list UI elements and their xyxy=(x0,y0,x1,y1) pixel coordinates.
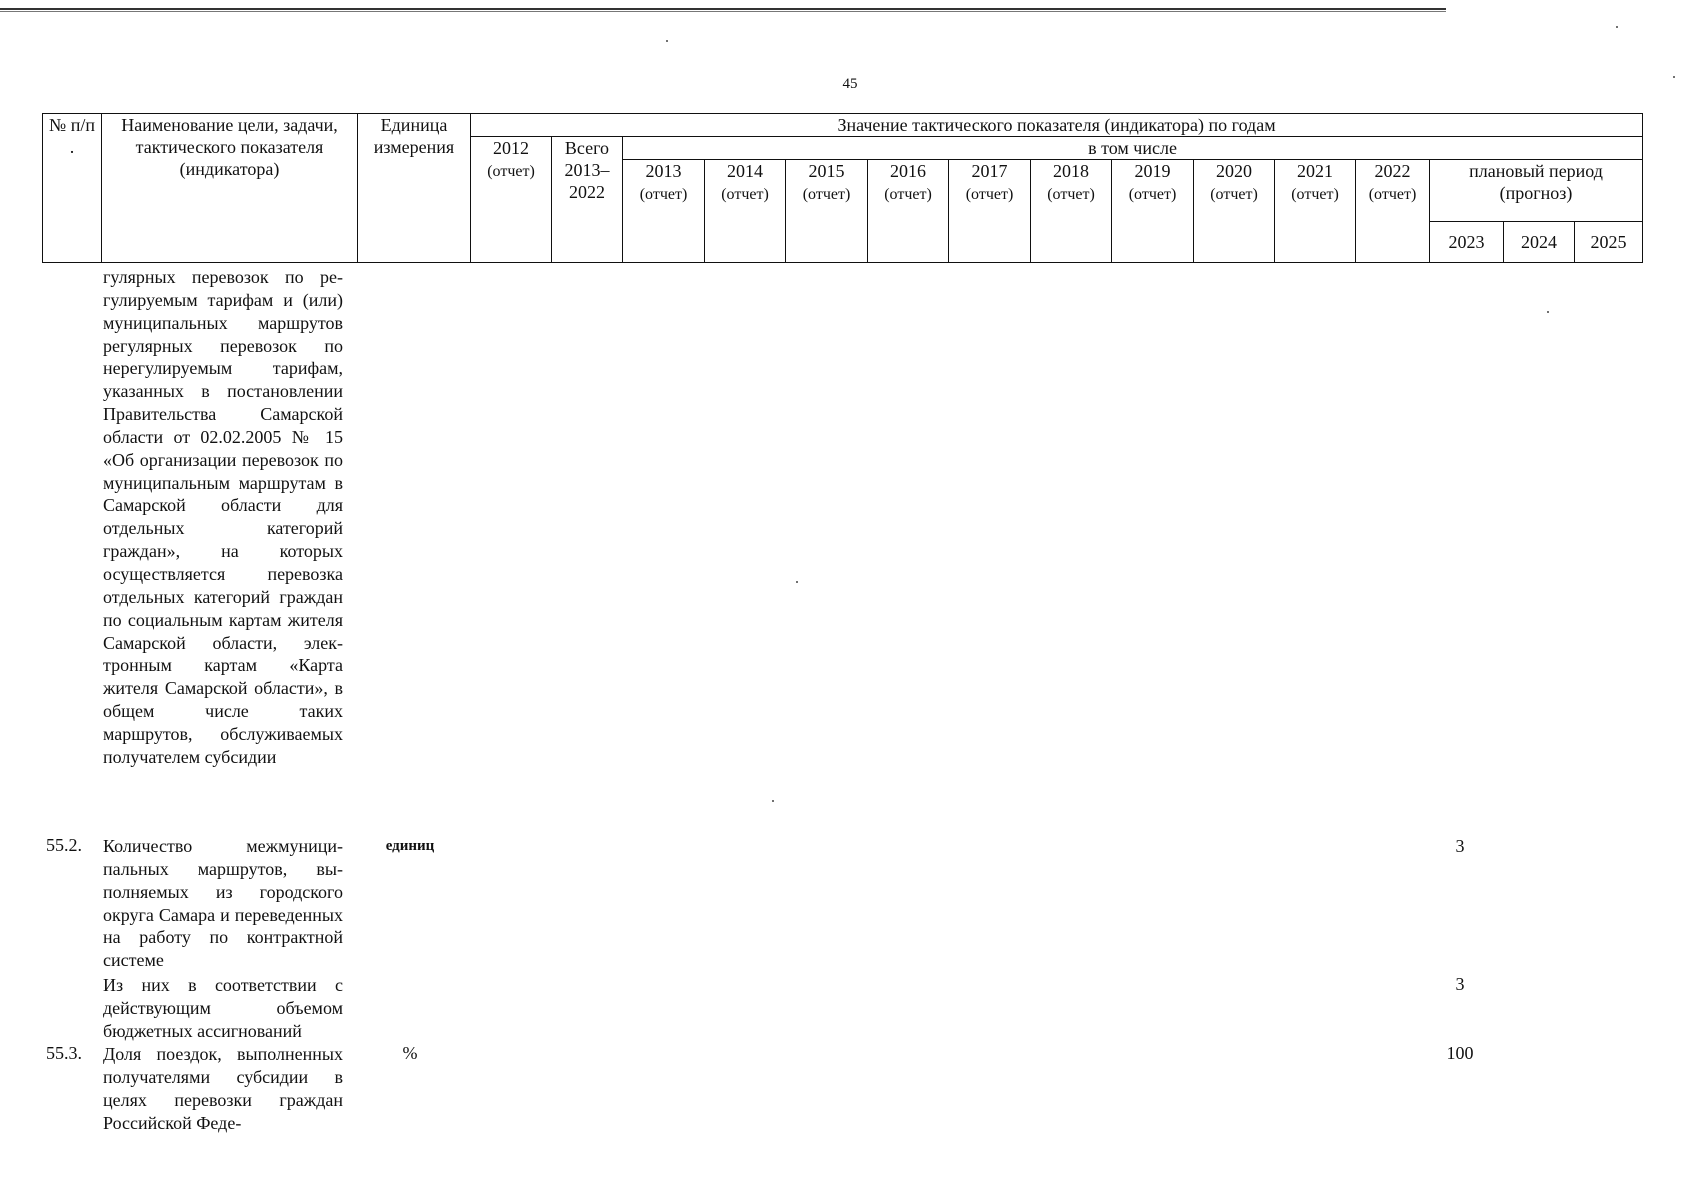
row-continued-name: гулярных перевозок по регулируемым тарифам и (или) муниципальных маршрутов регулярных перевозок по нерегулируемым тарифам, указанных в постановлении Правительства Самарской области от 02.02.2005 № 15 «Об организации перевозок по муниципальным маршрутам в Самарской области для отдельных категорий граждан», на которых осуществляется перевозка отдельных категорий граждан по социальным картам жителя Самарской области, электронным картам «Карта жителя Самарской области», в общем числе таких маршрутов, обслуживаемых получателем субсидии xyxy=(103,267,343,767)
header-year-2018: 2018 (отчет) xyxy=(1031,160,1112,263)
indicator-table-header xyxy=(42,113,1643,263)
scan-speck xyxy=(666,40,668,42)
header-unit: Единица измерения xyxy=(358,114,471,263)
header-year-2017: 2017 (отчет) xyxy=(949,160,1031,263)
header-year-2012: 2012 (отчет) xyxy=(471,137,552,263)
scan-top-border-thin xyxy=(0,11,1446,12)
row-sub-name: Из них в соответствии с действующим объемом бюджетных ассигнований xyxy=(103,975,343,1041)
row-55-2-unit: единиц xyxy=(385,838,435,854)
header-year-2020: 2020 (отчет) xyxy=(1194,160,1275,263)
header-year-2014: 2014 (отчет) xyxy=(705,160,786,263)
header-year-2022: 2022 (отчет) xyxy=(1356,160,1430,263)
header-num: № п/п . xyxy=(43,114,102,263)
scan-speck xyxy=(772,800,774,802)
header-in-total: в том числе xyxy=(623,137,1643,160)
header-year-2024: 2024 xyxy=(1504,222,1575,263)
header-total: Всего 2013–2022 xyxy=(552,137,623,263)
scan-speck xyxy=(796,581,798,583)
scan-speck xyxy=(1616,26,1618,28)
header-plan-period: плановый период (прогноз) xyxy=(1430,160,1643,222)
header-year-2019: 2019 (отчет) xyxy=(1112,160,1194,263)
header-year-2013: 2013 (отчет) xyxy=(623,160,705,263)
header-values: Значение тактического показателя (индикатора) по годам xyxy=(471,114,1643,137)
row-55-2-num: 55.2. xyxy=(46,835,82,855)
row-sub-value-2023: 3 xyxy=(1455,974,1465,994)
row-55-3-unit: % xyxy=(402,1043,418,1063)
page-number: 45 xyxy=(842,76,858,92)
header-year-2016: 2016 (отчет) xyxy=(868,160,949,263)
row-55-2-value-2023: 3 xyxy=(1455,836,1465,856)
row-55-3-value-2023: 100 xyxy=(1446,1043,1474,1063)
row-55-2-name: Количество межмуниципальных маршрутов, выполняемых из городского округа Самара и переведенных на работу по контрактной системе xyxy=(103,836,343,971)
header-name: Наименование цели, задачи, тактического показателя (индикатора) xyxy=(102,114,358,263)
scan-speck xyxy=(1547,311,1549,313)
scan-speck xyxy=(1673,76,1675,78)
row-55-3-name: Доля поездок, выполненных получателями субсидии в целях перевозки граждан Российской Феде- xyxy=(103,1044,343,1133)
header-year-2023: 2023 xyxy=(1430,222,1504,263)
scan-top-border xyxy=(0,8,1446,10)
header-year-2025: 2025 xyxy=(1575,222,1643,263)
header-year-2021: 2021 (отчет) xyxy=(1275,160,1356,263)
header-year-2015: 2015 (отчет) xyxy=(786,160,868,263)
row-55-3-num: 55.3. xyxy=(46,1043,82,1063)
